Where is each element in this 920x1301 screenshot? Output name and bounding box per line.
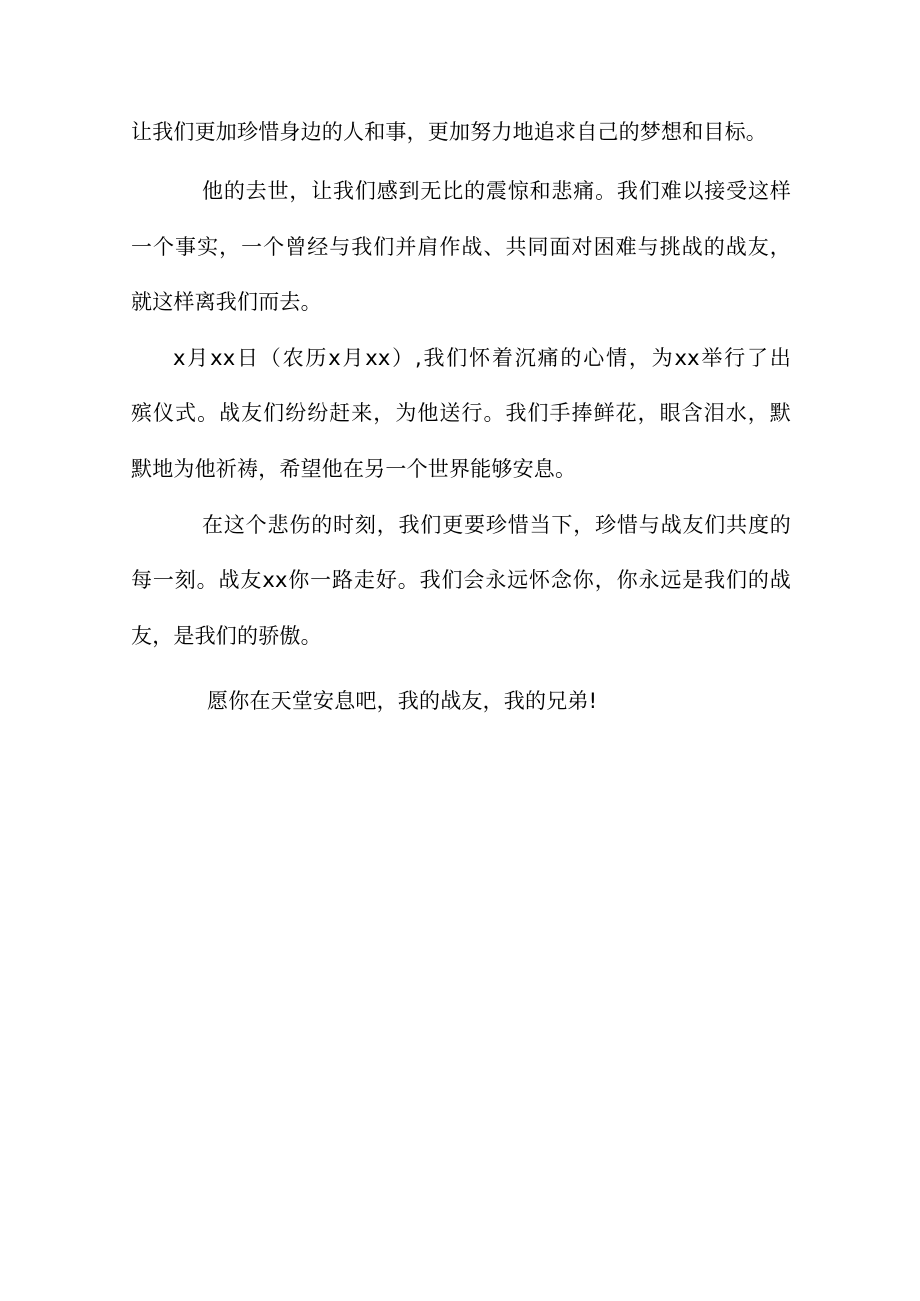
paragraph-line: 愿你在天堂安息吧，我的战友，我的兄弟! <box>207 689 598 713</box>
paragraph-line: 殡仪式。战友们纷纷赶来，为他送行。我们手捧鲜花，眼含泪水，默 <box>131 401 791 425</box>
paragraph-line: 就这样离我们而去。 <box>131 290 322 314</box>
paragraph-line: x月xx日（农历x月xx）,我们怀着沉痛的心情，为xx举行了出 <box>173 346 791 370</box>
paragraph-line: 他的去世，让我们感到无比的震惊和悲痛。我们难以接受这样 <box>202 179 791 203</box>
paragraph-line: 默地为他祈祷，希望他在另一个世界能够安息。 <box>131 457 577 481</box>
paragraph-line: 在这个悲伤的时刻，我们更要珍惜当下，珍惜与战友们共度的 <box>202 513 791 537</box>
paragraph-line: 友，是我们的骄傲。 <box>131 624 322 648</box>
paragraph-line: 每一刻。战友xx你一路走好。我们会永远怀念你，你永远是我们的战 <box>131 568 791 592</box>
paragraph-line: 一个事实，一个曾经与我们并肩作战、共同面对困难与挑战的战友， <box>131 235 791 259</box>
paragraph-line: 让我们更加珍惜身边的人和事，更加努力地追求自己的梦想和目标。 <box>131 120 767 144</box>
